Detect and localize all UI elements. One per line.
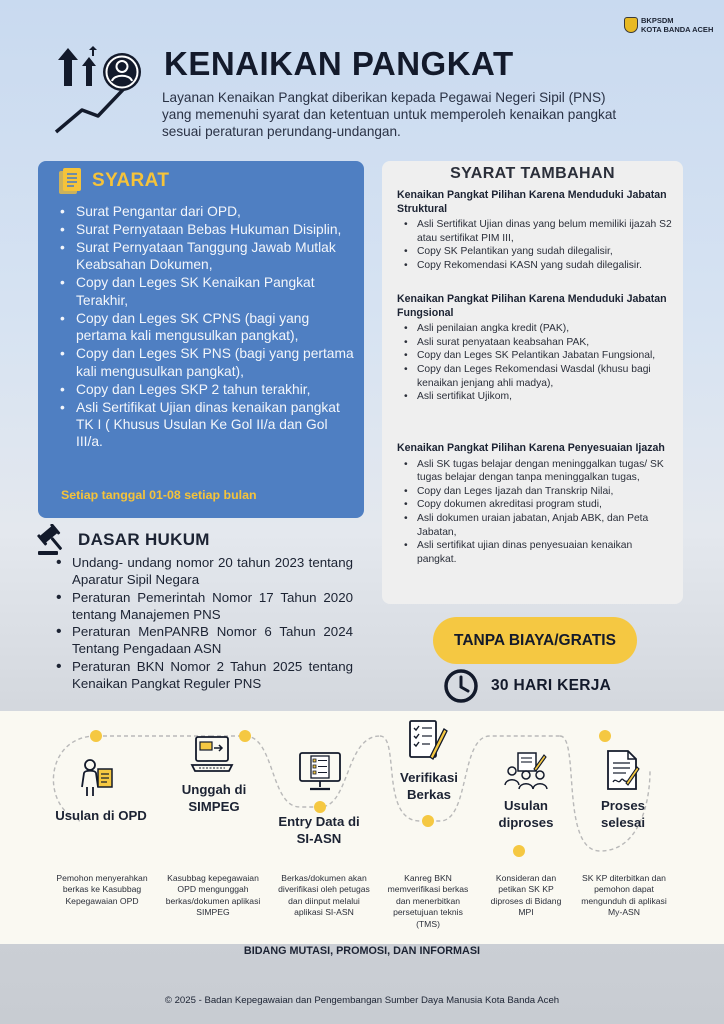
bkpsdm-logo — [624, 16, 713, 34]
clock-icon — [443, 668, 479, 704]
department-name: BIDANG MUTASI, PROMOSI, DAN INFORMASI — [243, 945, 481, 957]
list-item: • Copy dan Leges SK CPNS (bagi yang pertama kali mengusulkan pangkat), — [58, 310, 358, 345]
list-item: • Peraturan Pemerintah Nomor 17 Tahun 2020 tentang Manajemen PNS — [56, 589, 353, 623]
step-dot — [239, 730, 251, 742]
step-label: Unggah di SIMPEG — [181, 782, 247, 814]
list-item: • Asli Sertifikat Ujian dinas yang belum memiliki ijazah S2 atau sertifikat PIM III, — [397, 218, 672, 245]
list-item: • Copy SK Pelantikan yang sudah dilegalisir, — [397, 245, 672, 259]
ijazah-section — [397, 442, 672, 566]
list-item: • Asli SK tugas belajar dengan meninggalkan tugas/ SK tugas belajar dengan tanpa meninggalkan tugas, — [397, 458, 672, 485]
syarat-list — [58, 203, 358, 451]
laptop-upload-icon — [190, 735, 234, 775]
list-item: • Copy dan Leges Ijazah dan Transkrip Nilai, — [397, 485, 672, 499]
syarat-tambahan-title: SYARAT TAMBAHAN — [450, 165, 615, 182]
list-item: • Surat Pernyataan Bebas Hukuman Disiplin, — [58, 221, 358, 238]
step-dot — [90, 730, 102, 742]
list-item: • Copy Rekomendasi KASN yang sudah dilegalisir. — [397, 259, 672, 273]
step-label: Proses selesai — [601, 798, 645, 830]
career-growth-icon — [52, 46, 148, 138]
syarat-card — [38, 161, 364, 518]
step-description: Konsideran dan petikan SK KP diproses di Bidang MPI — [490, 873, 562, 918]
list-item: • Peraturan MenPANRB Nomor 6 Tahun 2024 Tentang Pengadaan ASN — [56, 623, 353, 657]
logo-line-2: KOTA BANDA ACEH — [641, 25, 714, 34]
free-badge: TANPA BIAYA/GRATIS — [433, 617, 637, 664]
step-dot — [314, 801, 326, 813]
list-item: • Copy dan Leges Rekomendasi Wasdal (khusu bagi kenaikan jenjang ahli madya), — [397, 363, 672, 390]
section-heading: Kenaikan Pangkat Pilihan Karena Menduduki Jabatan Struktural — [397, 189, 667, 215]
page-title: KENAIKAN PANGKAT — [164, 45, 514, 82]
step-dot — [599, 730, 611, 742]
step-label: Verifikasi Berkas — [400, 770, 458, 802]
gavel-icon — [36, 524, 70, 556]
step-label: Entry Data di SI-ASN — [278, 814, 360, 846]
copyright-text: © 2025 - Badan Kepegawaian dan Pengembangan Sumber Daya Manusia Kota Banda Aceh — [164, 995, 560, 1006]
duration-badge — [443, 668, 611, 704]
list-item: • Asli sertifikat Ujikom, — [397, 390, 672, 404]
dasar-hukum-list — [56, 554, 353, 692]
struktural-section — [397, 189, 672, 273]
documents-icon — [56, 166, 86, 196]
list-item: • Asli Sertifikat Ujian dinas kenaikan pangkat TK I ( Khusus Usulan Ke Gol II/a dan Gol III/a. — [58, 399, 358, 451]
list-item: • Asli dokumen uraian jabatan, Anjab ABK, dan Peta Jabatan, — [397, 512, 672, 539]
person-document-icon — [80, 757, 114, 797]
step-description: Kanreg BKN memverifikasi berkas dan menerbitkan persetujuan teknis (TMS) — [387, 873, 469, 929]
monitor-checklist-icon — [298, 751, 342, 793]
list-item: • Copy dan Leges SK PNS (bagi yang pertama kali mengusulkan pangkat), — [58, 345, 358, 380]
list-item: • Surat Pengantar dari OPD, — [58, 203, 358, 220]
section-heading: Kenaikan Pangkat Pilihan Karena Menduduki Jabatan Fungsional — [397, 293, 667, 319]
syarat-tambahan-card — [382, 161, 683, 604]
step-label: Usulan diproses — [498, 798, 554, 830]
checklist-pen-icon — [408, 719, 448, 761]
logo-line-1: BKPSDM — [641, 16, 674, 25]
syarat-title: SYARAT — [92, 170, 170, 191]
step-description: Pemohon menyerahkan berkas ke Kasubbag Kepegawaian OPD — [56, 873, 148, 906]
list-item: • Peraturan BKN Nomor 2 Tahun 2025 tentang Kenaikan Pangkat Reguler PNS — [56, 658, 353, 692]
step-description: Kasubbag kepegawaian OPD mengunggah berkas/dokumen aplikasi SIMPEG — [165, 873, 261, 918]
step-label: Usulan di OPD — [55, 808, 147, 823]
list-item: • Asli sertifikat ujian dinas penyesuaian kenaikan pangkat. — [397, 539, 672, 566]
list-item: • Copy dan Leges SK Pelantikan Jabatan Fungsional, — [397, 349, 672, 363]
list-item: • Undang- undang nomor 20 tahun 2023 tentang Aparatur Sipil Negara — [56, 554, 353, 588]
step-dot — [513, 845, 525, 857]
list-item: • Copy dan Leges SK Kenaikan Pangkat Terakhir, — [58, 274, 358, 309]
dasar-hukum-title: DASAR HUKUM — [78, 530, 210, 549]
duration-text: 30 HARI KERJA — [491, 677, 612, 694]
list-item: • Surat Pernyataan Tanggung Jawab Mutlak Keabsahan Dokumen, — [58, 239, 358, 274]
intro-text: Layanan Kenaikan Pangkat diberikan kepada Pegawai Negeri Sipil (PNS) yang memenuhi syarat dan ketentuan untuk memperoleh kenaikan pangkat sesuai peraturan perundang-undangan. — [162, 90, 617, 139]
dasar-hukum-header — [36, 524, 210, 556]
list-item: • Asli penilaian angka kredit (PAK), — [397, 322, 672, 336]
step-description: SK KP diterbitkan dan pemohon dapat mengunduh di aplikasi My-ASN — [581, 873, 667, 918]
bkpsdm-seal-icon — [624, 17, 638, 33]
section-heading: Kenaikan Pangkat Pilihan Karena Penyesuaian Ijazah — [397, 442, 665, 454]
list-item: • Copy dokumen akreditasi program studi, — [397, 498, 672, 512]
step-description: Berkas/dokumen akan diverifikasi oleh petugas dan diinput melalui aplikasi SI-ASN — [278, 873, 370, 918]
list-item: • Asli surat penyataan keabsahan PAK, — [397, 336, 672, 350]
team-document-icon — [504, 751, 548, 791]
fungsional-section — [397, 293, 672, 404]
step-dot — [422, 815, 434, 827]
process-flow — [0, 711, 724, 944]
signed-document-icon — [606, 749, 640, 791]
list-item: • Copy dan Leges SKP 2 tahun terakhir, — [58, 381, 358, 398]
schedule-note: Setiap tanggal 01-08 setiap bulan — [61, 488, 257, 502]
